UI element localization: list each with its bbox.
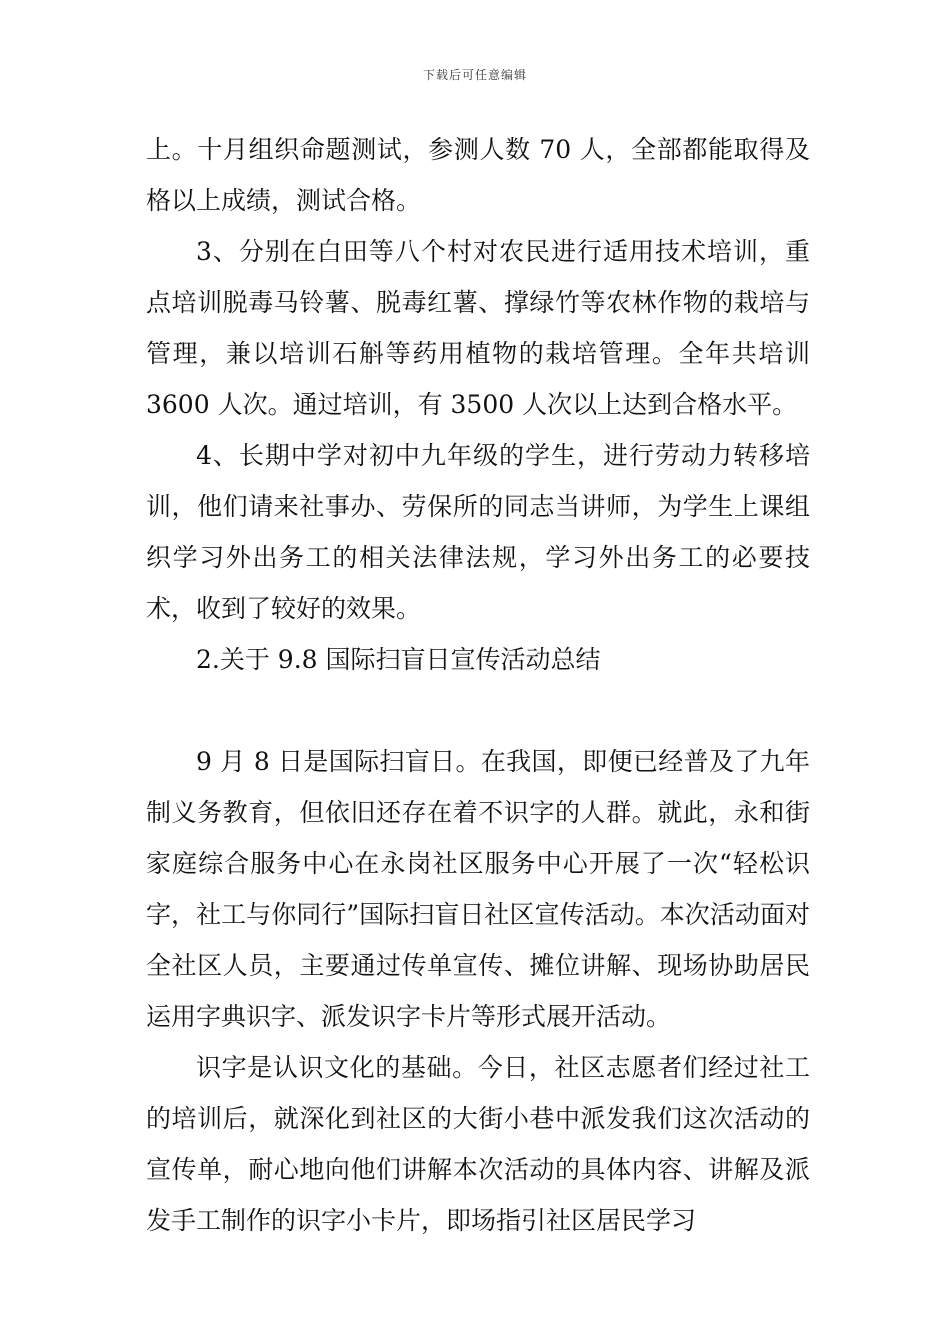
section-heading: 2.关于 9.8 国际扫盲日宣传活动总结 (196, 645, 601, 674)
document-body (146, 124, 810, 1246)
paragraph-item-4: 4、长期中学对初中九年级的学生，进行劳动力转移培训，他们请来社事办、劳保所的同志当讲师，为学生上课组织学习外出务工的相关法律法规，学习外出务工的必要技术，收到了较好的效果。 (146, 441, 810, 623)
paragraph-continuation: 上。十月组织命题测试，参测人数 70 人，全部都能取得及格以上成绩，测试合格。 (146, 135, 810, 215)
paragraph-literacy-day: 9 月 8 日是国际扫盲日。在我国，即便已经普及了九年制义务教育，但依旧还存在着不识字的人群。就此，永和街家庭综合服务中心在永岗社区服务中心开展了一次“轻松识字，社工与你同行”国际扫盲日社区宣传活动。本次活动面对全社区人员，主要通过传单宣传、摊位讲解、现场协助居民 运用字典识字、派发识字卡片等形式展开活动。 (146, 747, 810, 1031)
paragraph-literacy-culture: 识字是认识文化的基础。今日，社区志愿者们经过社工的培训后，就深化到社区的大街小巷中派发我们这次活动的宣传单，耐心地向他们讲解本次活动的具体内容、讲解及派发手工制作的识字小卡片，即场指引社区居民学习 (146, 1053, 810, 1235)
page-header: 下载后可任意编辑 (422, 68, 527, 82)
paragraph-item-3: 3、分别在白田等八个村对农民进行适用技术培训，重点培训脱毒马铃薯、脱毒红薯、撑绿竹等农林作物的栽培与管理，兼以培训石斛等药用植物的栽培管理。全年共培训 3600 人次。通过培训，有 3500 人次以上达到合格水平。 (146, 237, 810, 419)
section-spacer (146, 685, 810, 736)
